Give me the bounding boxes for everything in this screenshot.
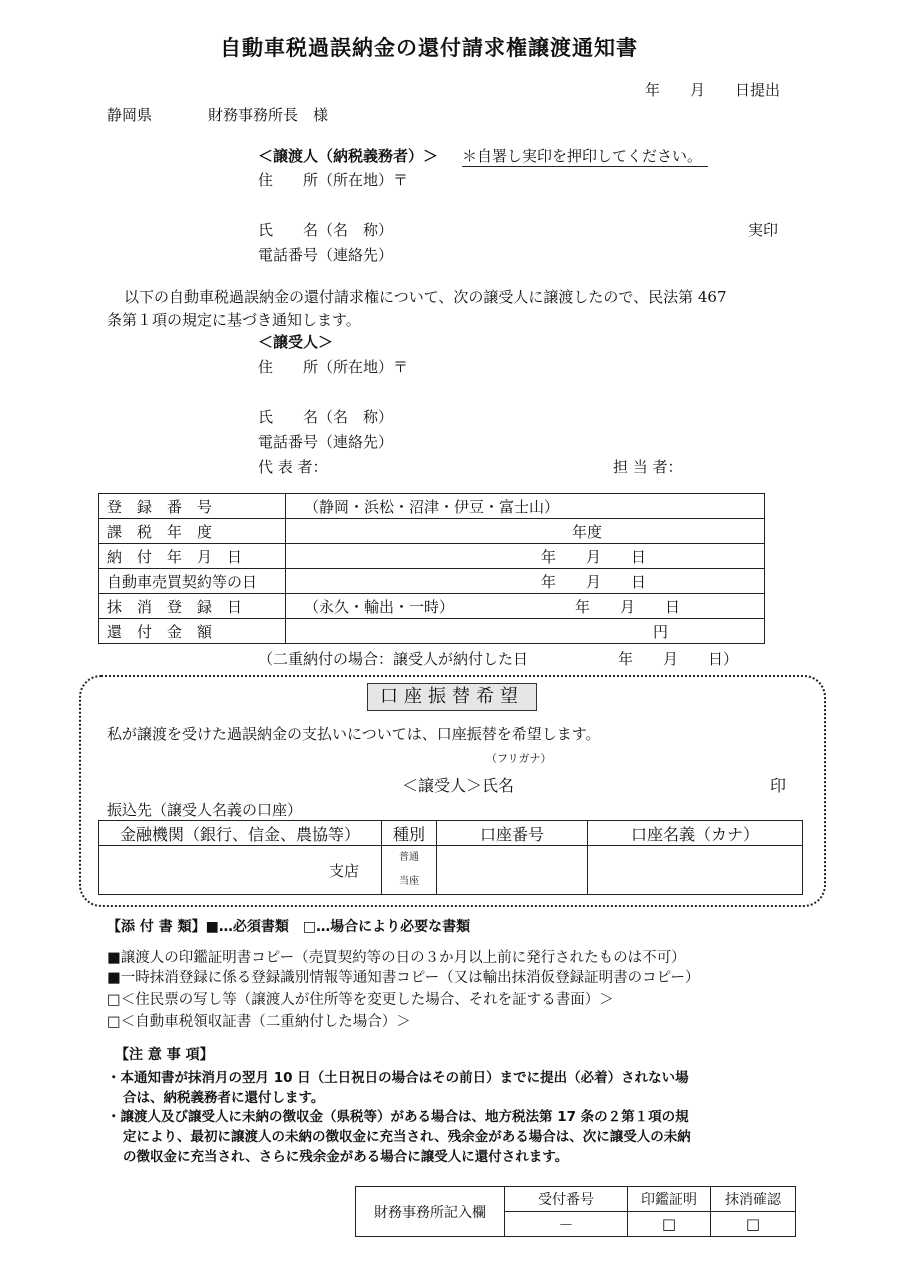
body-text-line1: 以下の自動車税過誤納金の還付請求権について、次の譲受人に譲渡したので、民法第 467: [124, 288, 727, 306]
office-use-label: 財務事務所記入欄: [356, 1187, 505, 1237]
transferee-heading: ＜譲受人＞: [258, 333, 334, 351]
type-ordinary[interactable]: 普通: [399, 852, 419, 863]
transferee-name-label: 氏 名（名 称）: [258, 408, 394, 426]
payment-date-label: 納 付 年 月 日: [99, 544, 286, 569]
registration-number-label: 登 録 番 号: [99, 494, 286, 519]
contract-date-value[interactable]: 年 月 日: [286, 569, 765, 594]
note-item-2-line2: 定により、最初に譲渡人の未納の徴収金に充当され、残余金がある場合は、次に譲受人の未納: [123, 1129, 691, 1145]
transferee-staff-label: 担 当 者：: [613, 458, 683, 476]
type-header: 種別: [382, 821, 437, 846]
tax-year-label: 課 税 年 度: [99, 519, 286, 544]
transferee-rep-label: 代 表 者：: [258, 458, 328, 476]
body-text-line2: 条第１項の規定に基づき通知します。: [107, 311, 361, 329]
bank-header: 金融機関（銀行、信金、農協等）: [99, 821, 382, 846]
refund-amount-value[interactable]: 円: [286, 619, 765, 644]
transferee-name-field[interactable]: ＜譲受人＞氏名: [402, 776, 515, 795]
table-row: [99, 494, 765, 519]
account-number-field[interactable]: [437, 846, 588, 895]
table-row: [99, 519, 765, 544]
receipt-number-header: 受付番号: [505, 1187, 628, 1212]
bank-field[interactable]: [99, 846, 382, 895]
attachment-item: □＜住民票の写し等（譲渡人が住所等を変更した場合、それを証する書面）＞: [107, 992, 614, 1008]
table-row: [99, 594, 765, 619]
attachments-heading: 【添 付 書 類】■…必須書類 □…場合により必要な書類: [107, 919, 471, 935]
note-item-2-line1: ・譲渡人及び譲受人に未納の徴収金（県税等）がある場合は、地方税法第 17 条の２第１項の規: [107, 1109, 689, 1125]
deregistration-check-header: 抹消確認: [711, 1187, 796, 1212]
office-use-table: [355, 1186, 796, 1237]
tax-year-value[interactable]: 年度: [286, 519, 765, 544]
seal-label: 実印: [748, 221, 779, 239]
transferor-heading: ＜譲渡人（納税義務者）＞: [258, 147, 439, 165]
double-payment-note: （二重納付の場合：譲受人が納付した日 年 月 日）: [258, 650, 739, 668]
deregistration-date-value[interactable]: [286, 594, 765, 619]
table-row: [99, 544, 765, 569]
transferor-note: ＊自署し実印を押印してください。: [462, 145, 708, 167]
attachment-item: ■譲渡人の印鑑証明書コピー（売買契約等の日の３か月以上前に発行されたものは不可）: [107, 950, 686, 966]
payment-date-value[interactable]: 年 月 日: [286, 544, 765, 569]
transfer-wish-title: 口座振替希望: [367, 683, 537, 711]
account-number-header: 口座番号: [437, 821, 588, 846]
table-row: [99, 846, 803, 895]
deregistration-type: （永久・輸出・一時）: [304, 597, 455, 616]
furigana-label: （フリガナ）: [486, 752, 552, 765]
transferee-phone-label: 電話番号（連絡先）: [258, 433, 394, 451]
note-item-2-line3: の徴収金に充当され、さらに残余金がある場合に譲受人に還付されます。: [123, 1149, 569, 1165]
seal-mark: 印: [770, 776, 787, 795]
table-row: [99, 821, 803, 846]
addressee-office: 財務事務所長 様: [208, 106, 329, 124]
deregistration-date-label: 抹 消 登 録 日: [99, 594, 286, 619]
note-item-1-line2: 合は、納税義務者に還付します。: [123, 1090, 325, 1106]
transferor-name-label: 氏 名（名 称）: [258, 221, 394, 239]
note-item-1-line1: ・本通知書が抹消月の翌月 10 日（土日祝日の場合はその前日）までに提出（必着）されない場: [107, 1070, 689, 1086]
transferor-phone-label: 電話番号（連絡先）: [258, 246, 394, 264]
account-type-field[interactable]: [382, 846, 437, 895]
refund-amount-label: 還 付 金 額: [99, 619, 286, 644]
addressee-pref: 静岡県: [107, 106, 153, 124]
deregistration-date: 年 月 日: [574, 597, 680, 616]
page-title: 自動車税過誤納金の還付請求権譲渡通知書: [220, 36, 638, 60]
deregistration-checkbox[interactable]: □: [711, 1212, 796, 1237]
destination-label: 振込先（譲受人名義の口座）: [107, 801, 303, 819]
registration-number-value[interactable]: （静岡・浜松・沼津・伊豆・富士山）: [286, 494, 765, 519]
notes-heading: 【注 意 事 項】: [115, 1047, 214, 1063]
contract-date-label: 自動車売買契約等の日: [99, 569, 286, 594]
transfer-wish-text: 私が譲渡を受けた過誤納金の支払いについては、口座振替を希望します。: [107, 725, 601, 743]
table-row: [356, 1187, 796, 1212]
branch-label: 支店: [328, 861, 359, 880]
account-holder-header: 口座名義（カナ）: [588, 821, 803, 846]
account-holder-field[interactable]: [588, 846, 803, 895]
type-current[interactable]: 当座: [399, 876, 419, 887]
transferor-address-label: 住 所（所在地）〒: [258, 171, 409, 189]
attachment-item: ■一時抹消登録に係る登録識別情報等通知書コピー（又は輸出抹消仮登録証明書のコピー）: [107, 970, 700, 986]
table-row: [99, 569, 765, 594]
account-table: [98, 820, 803, 895]
transferee-address-label: 住 所（所在地）〒: [258, 358, 409, 376]
registration-table: [98, 493, 765, 644]
receipt-number-field[interactable]: －: [505, 1212, 628, 1237]
seal-cert-header: 印鑑証明: [628, 1187, 711, 1212]
date-line[interactable]: 年 月 日提出: [645, 81, 781, 99]
table-row: [99, 619, 765, 644]
seal-cert-checkbox[interactable]: □: [628, 1212, 711, 1237]
attachment-item: □＜自動車税領収証書（二重納付した場合）＞: [107, 1014, 411, 1030]
